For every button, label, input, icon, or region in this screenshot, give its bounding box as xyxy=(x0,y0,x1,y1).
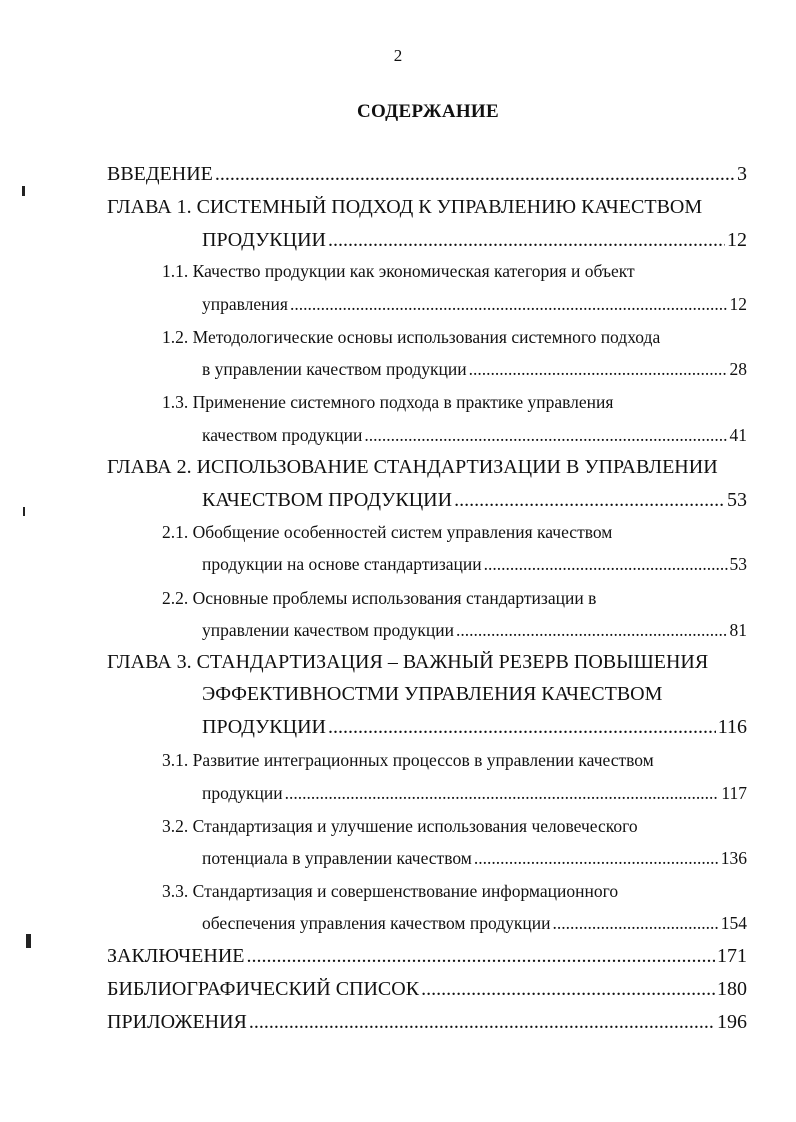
toc-entry-section-3-3[interactable] xyxy=(202,911,747,935)
leader-dots xyxy=(328,228,725,252)
leader-dots xyxy=(474,846,719,870)
toc-page-number: 41 xyxy=(729,425,747,445)
leader-dots xyxy=(328,715,716,739)
leader-dots xyxy=(290,292,728,316)
toc-entry-chapter-2[interactable] xyxy=(202,488,747,512)
toc-label: в управлении качеством продукции xyxy=(202,359,467,379)
toc-label: ПРОДУКЦИИ xyxy=(202,716,326,738)
toc-section-3-1-title[interactable]: 3.1. Развитие интеграционных процессов в управлении качеством xyxy=(162,750,654,770)
toc-chapter-3-title[interactable]: ГЛАВА 3. СТАНДАРТИЗАЦИЯ – ВАЖНЫЙ РЕЗЕРВ ПОВЫШЕНИЯ xyxy=(107,651,709,673)
toc-label: ПРОДУКЦИИ xyxy=(202,229,326,251)
toc-section-2-2-title[interactable]: 2.2. Основные проблемы использования стандартизации в xyxy=(162,588,597,608)
toc-page-number: 117 xyxy=(721,783,747,803)
toc-section-3-2-title[interactable]: 3.2. Стандартизация и улучшение использования человеческого xyxy=(162,816,638,836)
leader-dots xyxy=(364,423,727,447)
toc-section-3-3-title[interactable]: 3.3. Стандартизация и совершенствование информационного xyxy=(162,881,619,901)
toc-page-number: 136 xyxy=(720,848,747,868)
toc-label: управления xyxy=(202,294,288,314)
toc-label: продукции xyxy=(202,783,283,803)
scan-mark xyxy=(26,934,31,948)
toc-label: обеспечения управления качеством продукции xyxy=(202,913,551,933)
toc-label: качеством продукции xyxy=(202,425,363,445)
toc-label: продукции на основе стандартизации xyxy=(202,554,482,574)
toc-chapter-2-title[interactable]: ГЛАВА 2. ИСПОЛЬЗОВАНИЕ СТАНДАРТИЗАЦИИ В УПРАВЛЕНИИ xyxy=(107,456,718,478)
toc-label: управлении качеством продукции xyxy=(202,620,454,640)
toc-entry-section-2-1[interactable] xyxy=(202,552,747,576)
leader-dots xyxy=(421,977,715,1001)
toc-page-number: 81 xyxy=(729,620,747,640)
toc-label: КАЧЕСТВОМ ПРОДУКЦИИ xyxy=(202,489,453,511)
toc-entry-section-3-2[interactable] xyxy=(202,846,747,870)
toc-label: ПРИЛОЖЕНИЯ xyxy=(107,1011,247,1033)
toc-page-number: 116 xyxy=(717,716,747,738)
toc-entry-section-1-3[interactable] xyxy=(202,423,747,447)
toc-page-number: 154 xyxy=(720,913,747,933)
toc-entry-intro[interactable] xyxy=(107,162,747,186)
toc-page-number: 28 xyxy=(729,359,747,379)
leader-dots xyxy=(456,618,728,642)
toc-page-number: 196 xyxy=(717,1011,747,1033)
leader-dots xyxy=(249,1010,715,1034)
toc-entry-section-2-2[interactable] xyxy=(202,618,747,642)
toc-label: потенциала в управлении качеством xyxy=(202,848,472,868)
toc-chapter-1-title[interactable]: ГЛАВА 1. СИСТЕМНЫЙ ПОДХОД К УПРАВЛЕНИЮ КАЧЕСТВОМ xyxy=(107,196,703,218)
toc-page-number: 180 xyxy=(717,978,747,1000)
toc-label: БИБЛИОГРАФИЧЕСКИЙ СПИСОК xyxy=(107,978,420,1000)
toc-section-1-3-title[interactable]: 1.3. Применение системного подхода в практике управления xyxy=(162,392,614,412)
toc-page-number: 53 xyxy=(729,554,747,574)
toc-label: ВВЕДЕНИЕ xyxy=(107,163,213,185)
toc-entry-section-1-1[interactable] xyxy=(202,292,747,316)
leader-dots xyxy=(484,552,728,576)
page-title: СОДЕРЖАНИЕ xyxy=(357,101,499,122)
toc-section-1-1-title[interactable]: 1.1. Качество продукции как экономическая категория и объект xyxy=(162,261,635,281)
toc-entry-conclusion[interactable] xyxy=(107,944,747,968)
toc-entry-chapter-3[interactable] xyxy=(202,715,747,739)
toc-page-number: 3 xyxy=(737,163,747,185)
toc-page-number: 12 xyxy=(727,229,747,251)
toc-entry-appendices[interactable] xyxy=(107,1010,747,1034)
page-number: 2 xyxy=(393,46,403,65)
toc-page-number: 171 xyxy=(717,945,747,967)
toc-section-1-2-title[interactable]: 1.2. Методологические основы использования системного подхода xyxy=(162,327,661,347)
leader-dots xyxy=(246,944,715,968)
toc-entry-chapter-1[interactable] xyxy=(202,228,747,252)
leader-dots xyxy=(215,162,735,186)
toc-section-2-1-title[interactable]: 2.1. Обобщение особенностей систем управления качеством xyxy=(162,522,613,542)
toc-page-number: 12 xyxy=(729,294,747,314)
toc-entry-section-1-2[interactable] xyxy=(202,357,747,381)
toc-label: ЗАКЛЮЧЕНИЕ xyxy=(107,945,245,967)
toc-chapter-3-title-cont[interactable]: ЭФФЕКТИВНОСТМИ УПРАВЛЕНИЯ КАЧЕСТВОМ xyxy=(202,683,663,705)
leader-dots xyxy=(552,911,718,935)
leader-dots xyxy=(469,357,728,381)
scan-mark xyxy=(22,186,25,196)
toc-page-number: 53 xyxy=(727,489,747,511)
toc-entry-section-3-1[interactable] xyxy=(202,781,747,805)
leader-dots xyxy=(285,781,720,805)
toc-entry-bibliography[interactable] xyxy=(107,977,747,1001)
scan-mark xyxy=(23,507,25,516)
leader-dots xyxy=(454,488,725,512)
